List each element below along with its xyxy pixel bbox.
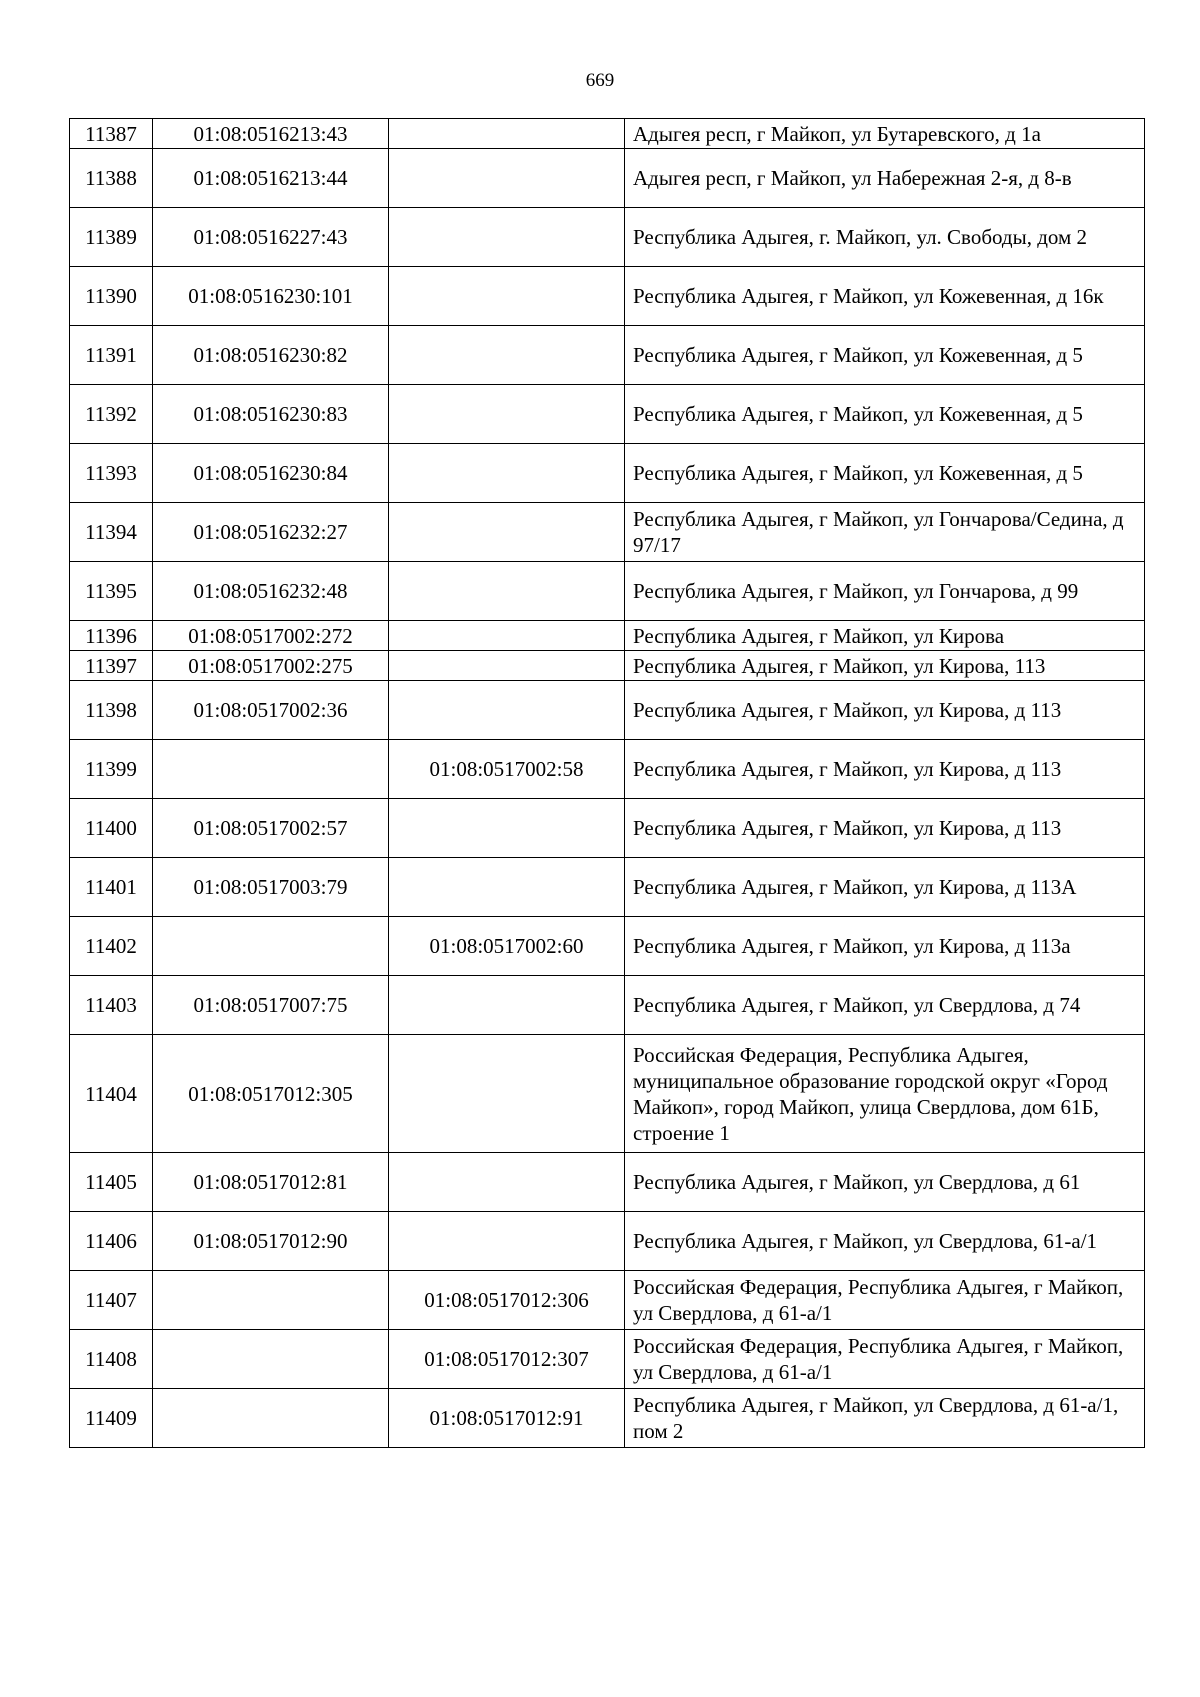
cadastral-number-cell: 01:08:0516230:82 bbox=[153, 326, 389, 385]
row-number-cell: 11392 bbox=[70, 385, 153, 444]
cadastral-number-cell: 01:08:0517012:90 bbox=[153, 1212, 389, 1271]
row-number-cell: 11398 bbox=[70, 681, 153, 740]
parent-cadastral-number-cell bbox=[389, 149, 625, 208]
parent-cadastral-number-cell bbox=[389, 1153, 625, 1212]
parent-cadastral-number-cell: 01:08:0517002:60 bbox=[389, 917, 625, 976]
address-cell: Республика Адыгея, г Майкоп, ул Свердлова, 61-а/1 bbox=[625, 1212, 1145, 1271]
address-cell: Республика Адыгея, г Майкоп, ул Свердлова, д 74 bbox=[625, 976, 1145, 1035]
table-row bbox=[70, 1271, 1145, 1330]
table-row bbox=[70, 149, 1145, 208]
parent-cadastral-number-cell bbox=[389, 1212, 625, 1271]
address-cell: Республика Адыгея, г Майкоп, ул Кирова bbox=[625, 621, 1145, 651]
cadastral-number-cell: 01:08:0517012:305 bbox=[153, 1035, 389, 1153]
parent-cadastral-number-cell bbox=[389, 858, 625, 917]
table-row bbox=[70, 740, 1145, 799]
table-row bbox=[70, 444, 1145, 503]
row-number-cell: 11409 bbox=[70, 1389, 153, 1448]
table-row bbox=[70, 858, 1145, 917]
table-row bbox=[70, 1330, 1145, 1389]
cadastral-number-cell bbox=[153, 1389, 389, 1448]
cadastral-number-cell: 01:08:0516227:43 bbox=[153, 208, 389, 267]
row-number-cell: 11400 bbox=[70, 799, 153, 858]
parent-cadastral-number-cell bbox=[389, 651, 625, 681]
row-number-cell: 11401 bbox=[70, 858, 153, 917]
address-cell: Республика Адыгея, г Майкоп, ул Кирова, д 113 bbox=[625, 740, 1145, 799]
parent-cadastral-number-cell: 01:08:0517012:307 bbox=[389, 1330, 625, 1389]
address-cell: Адыгея респ, г Майкоп, ул Бутаревского, д 1а bbox=[625, 119, 1145, 149]
address-cell: Республика Адыгея, г Майкоп, ул Кожевенная, д 5 bbox=[625, 444, 1145, 503]
table-row bbox=[70, 651, 1145, 681]
cadastral-number-cell bbox=[153, 1271, 389, 1330]
registry-table-body bbox=[70, 119, 1145, 1448]
row-number-cell: 11389 bbox=[70, 208, 153, 267]
cadastral-number-cell: 01:08:0517002:57 bbox=[153, 799, 389, 858]
cadastral-number-cell: 01:08:0516230:83 bbox=[153, 385, 389, 444]
row-number-cell: 11397 bbox=[70, 651, 153, 681]
address-cell: Республика Адыгея, г Майкоп, ул Кожевенная, д 5 bbox=[625, 385, 1145, 444]
row-number-cell: 11394 bbox=[70, 503, 153, 562]
address-cell: Республика Адыгея, г Майкоп, ул Кирова, 113 bbox=[625, 651, 1145, 681]
parent-cadastral-number-cell: 01:08:0517012:306 bbox=[389, 1271, 625, 1330]
row-number-cell: 11405 bbox=[70, 1153, 153, 1212]
row-number-cell: 11406 bbox=[70, 1212, 153, 1271]
row-number-cell: 11408 bbox=[70, 1330, 153, 1389]
parent-cadastral-number-cell bbox=[389, 119, 625, 149]
address-cell: Республика Адыгея, г Майкоп, ул Кожевенная, д 16к bbox=[625, 267, 1145, 326]
row-number-cell: 11407 bbox=[70, 1271, 153, 1330]
cadastral-number-cell: 01:08:0516213:44 bbox=[153, 149, 389, 208]
table-row bbox=[70, 1389, 1145, 1448]
table-row bbox=[70, 562, 1145, 621]
address-cell: Республика Адыгея, г Майкоп, ул Кирова, д 113а bbox=[625, 917, 1145, 976]
parent-cadastral-number-cell: 01:08:0517002:58 bbox=[389, 740, 625, 799]
table-row bbox=[70, 681, 1145, 740]
table-row bbox=[70, 385, 1145, 444]
parent-cadastral-number-cell bbox=[389, 976, 625, 1035]
row-number-cell: 11390 bbox=[70, 267, 153, 326]
row-number-cell: 11388 bbox=[70, 149, 153, 208]
table-row bbox=[70, 267, 1145, 326]
parent-cadastral-number-cell bbox=[389, 1035, 625, 1153]
parent-cadastral-number-cell bbox=[389, 326, 625, 385]
address-cell: Республика Адыгея, г Майкоп, ул Свердлова, д 61 bbox=[625, 1153, 1145, 1212]
address-cell: Республика Адыгея, г Майкоп, ул Свердлова, д 61-а/1, пом 2 bbox=[625, 1389, 1145, 1448]
table-row bbox=[70, 1035, 1145, 1153]
cadastral-number-cell: 01:08:0516230:101 bbox=[153, 267, 389, 326]
table-row bbox=[70, 976, 1145, 1035]
row-number-cell: 11395 bbox=[70, 562, 153, 621]
table-row bbox=[70, 503, 1145, 562]
parent-cadastral-number-cell: 01:08:0517012:91 bbox=[389, 1389, 625, 1448]
address-cell: Республика Адыгея, г Майкоп, ул Кирова, д 113 bbox=[625, 681, 1145, 740]
address-cell: Республика Адыгея, г Майкоп, ул Кожевенная, д 5 bbox=[625, 326, 1145, 385]
address-cell: Республика Адыгея, г Майкоп, ул Гончарова/Седина, д 97/17 bbox=[625, 503, 1145, 562]
table-row bbox=[70, 1212, 1145, 1271]
parent-cadastral-number-cell bbox=[389, 444, 625, 503]
address-cell: Российская Федерация, Республика Адыгея, г Майкоп, ул Свердлова, д 61-а/1 bbox=[625, 1330, 1145, 1389]
cadastral-number-cell: 01:08:0517003:79 bbox=[153, 858, 389, 917]
address-cell: Адыгея респ, г Майкоп, ул Набережная 2-я, д 8-в bbox=[625, 149, 1145, 208]
cadastral-number-cell bbox=[153, 1330, 389, 1389]
address-cell: Российская Федерация, Республика Адыгея, г Майкоп, ул Свердлова, д 61-а/1 bbox=[625, 1271, 1145, 1330]
row-number-cell: 11399 bbox=[70, 740, 153, 799]
address-cell: Российская Федерация, Республика Адыгея, муниципальное образование городской округ «Город Майкоп», город Майкоп, улица Свердлова, дом 61Б, строение 1 bbox=[625, 1035, 1145, 1153]
cadastral-number-cell bbox=[153, 917, 389, 976]
table-row bbox=[70, 621, 1145, 651]
parent-cadastral-number-cell bbox=[389, 208, 625, 267]
cadastral-number-cell: 01:08:0516232:48 bbox=[153, 562, 389, 621]
parent-cadastral-number-cell bbox=[389, 562, 625, 621]
registry-table bbox=[69, 118, 1145, 1448]
cadastral-number-cell: 01:08:0517012:81 bbox=[153, 1153, 389, 1212]
cadastral-number-cell: 01:08:0517002:36 bbox=[153, 681, 389, 740]
cadastral-number-cell: 01:08:0517007:75 bbox=[153, 976, 389, 1035]
table-row bbox=[70, 326, 1145, 385]
parent-cadastral-number-cell bbox=[389, 799, 625, 858]
table-row bbox=[70, 799, 1145, 858]
cadastral-number-cell: 01:08:0517002:272 bbox=[153, 621, 389, 651]
row-number-cell: 11402 bbox=[70, 917, 153, 976]
table-row bbox=[70, 119, 1145, 149]
cadastral-number-cell: 01:08:0517002:275 bbox=[153, 651, 389, 681]
address-cell: Республика Адыгея, г Майкоп, ул Кирова, д 113А bbox=[625, 858, 1145, 917]
row-number-cell: 11404 bbox=[70, 1035, 153, 1153]
parent-cadastral-number-cell bbox=[389, 621, 625, 651]
cadastral-number-cell: 01:08:0516230:84 bbox=[153, 444, 389, 503]
cadastral-number-cell: 01:08:0516213:43 bbox=[153, 119, 389, 149]
cadastral-number-cell bbox=[153, 740, 389, 799]
table-row bbox=[70, 917, 1145, 976]
row-number-cell: 11387 bbox=[70, 119, 153, 149]
row-number-cell: 11393 bbox=[70, 444, 153, 503]
parent-cadastral-number-cell bbox=[389, 385, 625, 444]
address-cell: Республика Адыгея, г Майкоп, ул Кирова, д 113 bbox=[625, 799, 1145, 858]
address-cell: Республика Адыгея, г Майкоп, ул Гончарова, д 99 bbox=[625, 562, 1145, 621]
row-number-cell: 11403 bbox=[70, 976, 153, 1035]
parent-cadastral-number-cell bbox=[389, 267, 625, 326]
cadastral-number-cell: 01:08:0516232:27 bbox=[153, 503, 389, 562]
parent-cadastral-number-cell bbox=[389, 681, 625, 740]
row-number-cell: 11391 bbox=[70, 326, 153, 385]
parent-cadastral-number-cell bbox=[389, 503, 625, 562]
page-number: 669 bbox=[585, 70, 615, 91]
row-number-cell: 11396 bbox=[70, 621, 153, 651]
table-row bbox=[70, 1153, 1145, 1212]
address-cell: Республика Адыгея, г. Майкоп, ул. Свободы, дом 2 bbox=[625, 208, 1145, 267]
table-row bbox=[70, 208, 1145, 267]
